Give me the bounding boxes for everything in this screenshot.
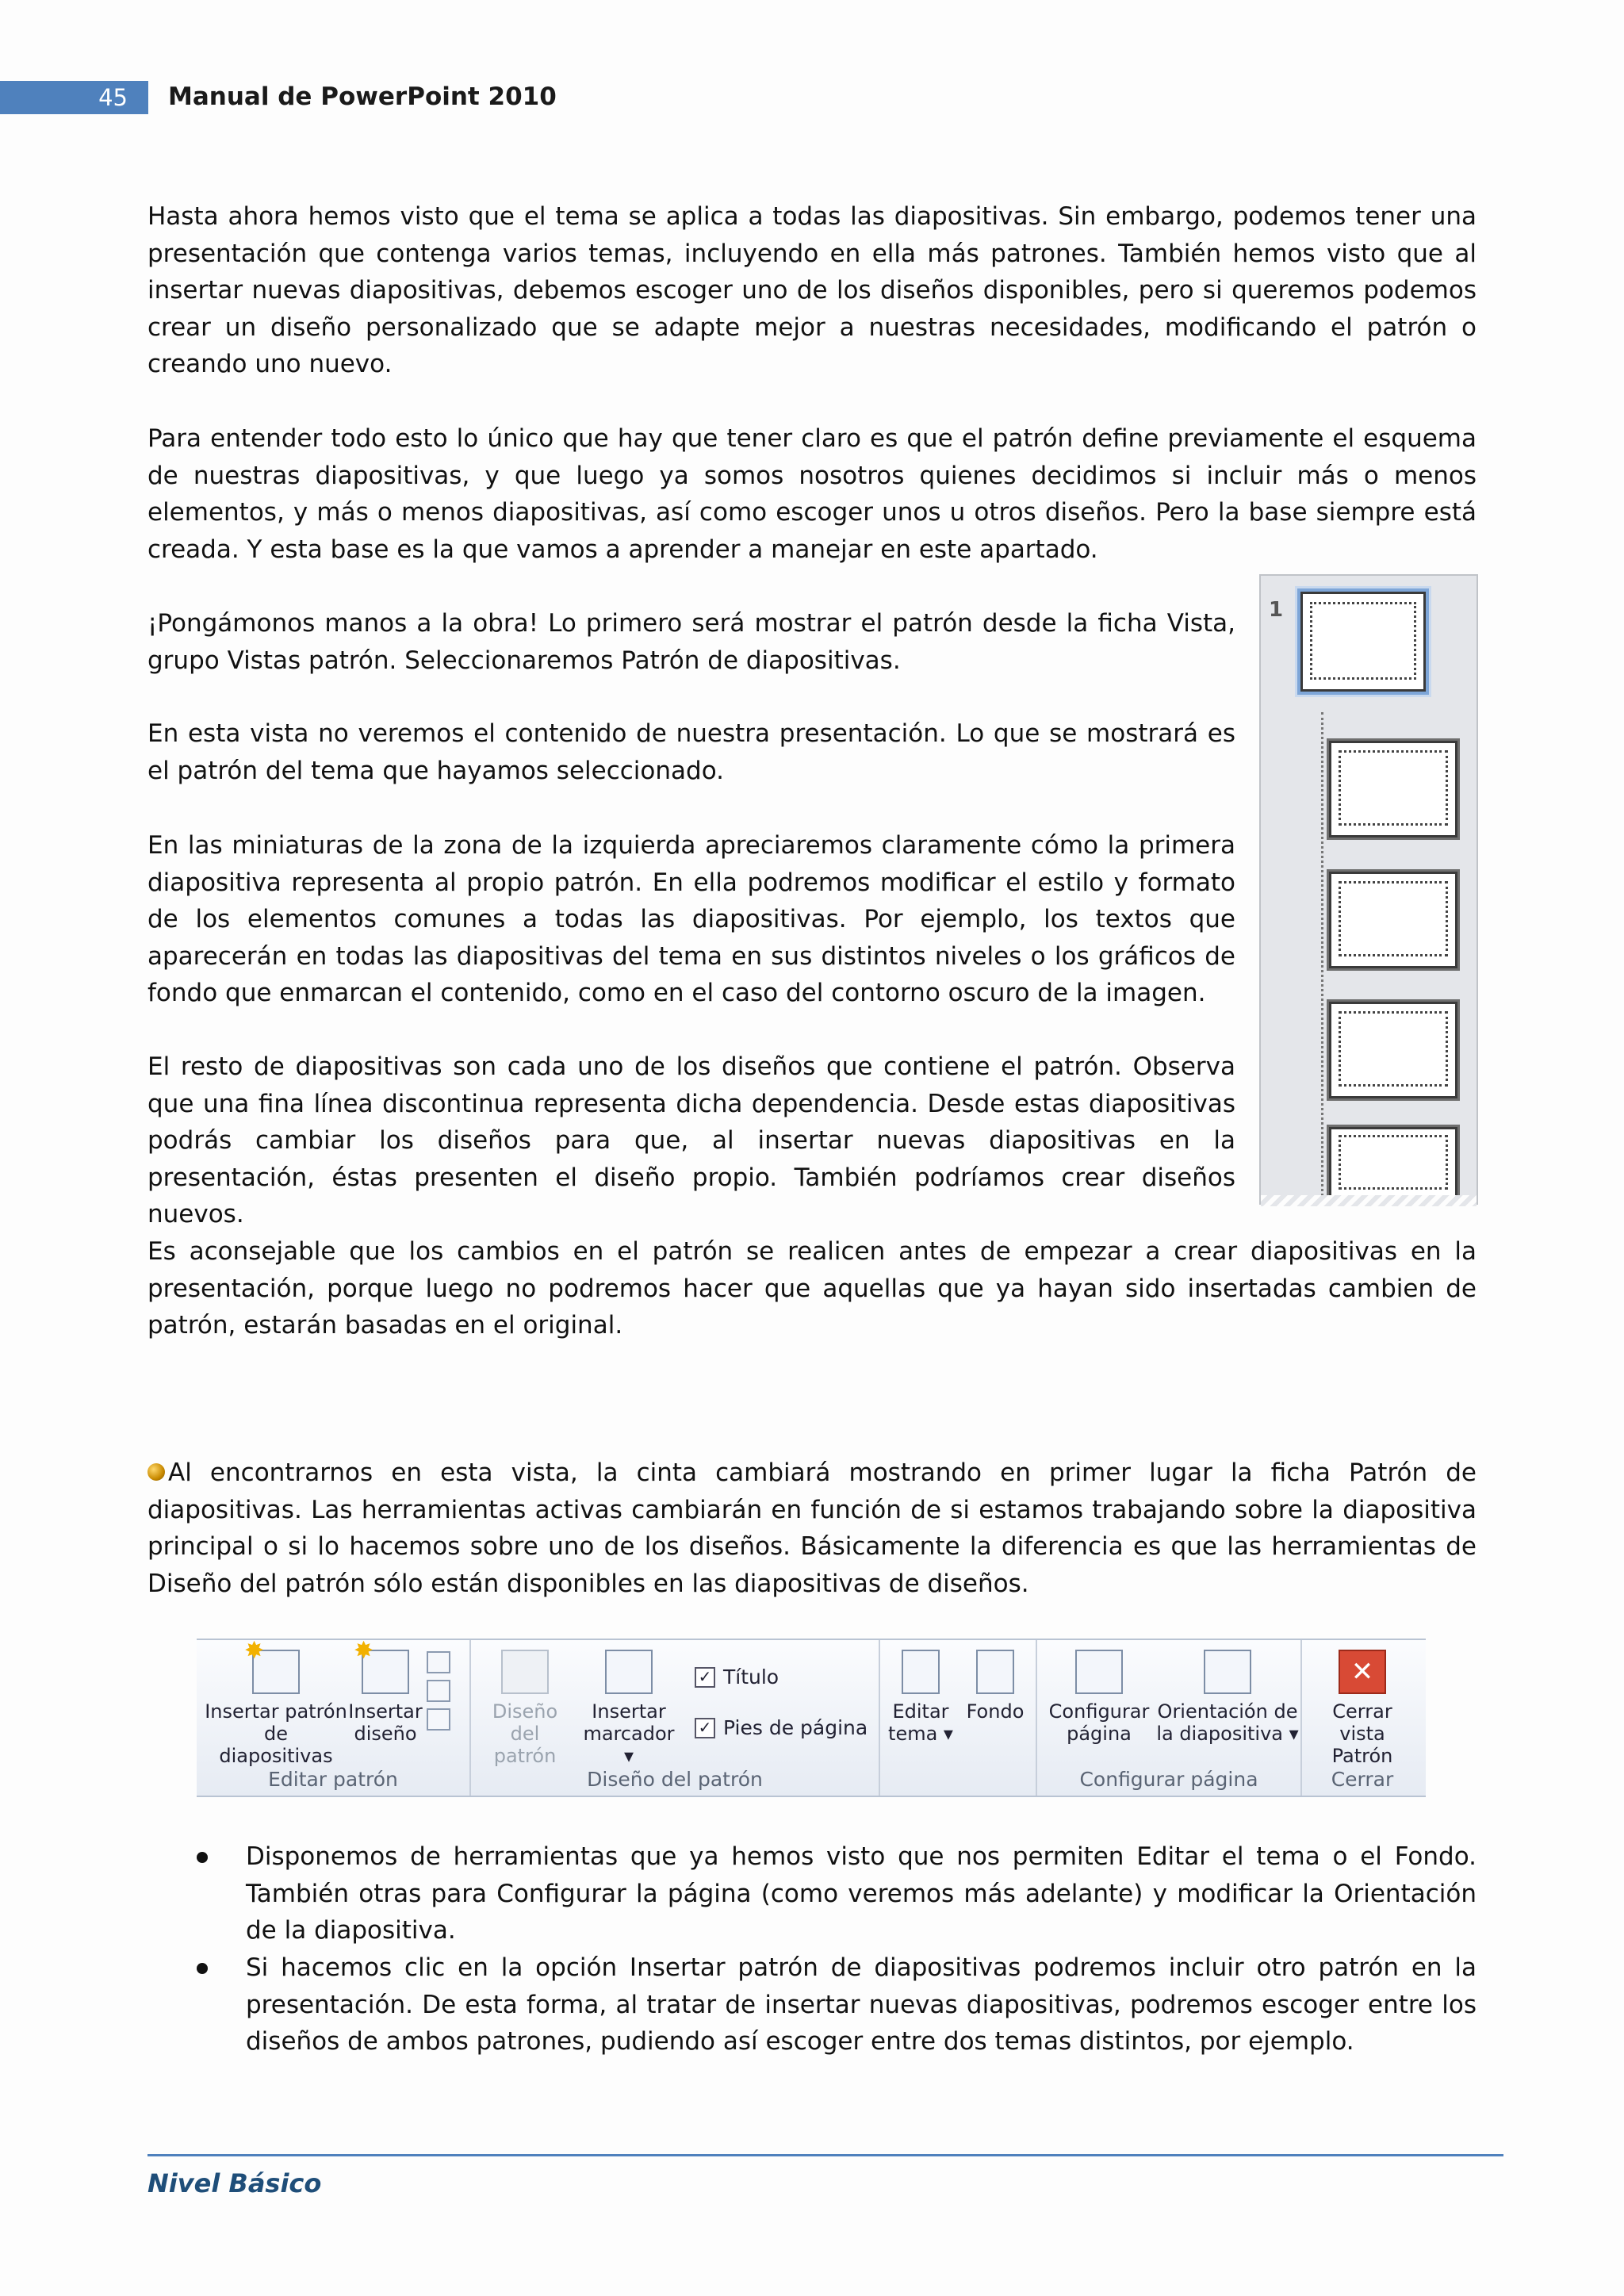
master-layout-button[interactable] — [481, 1650, 569, 1767]
title-checkbox[interactable] — [695, 1665, 779, 1688]
paragraph-pattern-definition: Para entender todo esto lo único que hay que tener claro es que el patrón define previamente el esquema de nuestras diapositivas, y que luego ya somos nosotros quienes decidimos si incluir más o menos elementos, y más o menos diapositivas, así como escoger unos u otros diseños. Pero la base siempre está creada. Y esta base es la que vamos a aprender a manejar en este apartado. — [147, 424, 1477, 564]
close-master-view-label: Cerrar vista Patrón — [1331, 1700, 1393, 1767]
background-label: Fondo — [966, 1700, 1025, 1723]
group-label-editar: Editar patrón — [268, 1768, 398, 1791]
layout-thumbnail[interactable] — [1329, 741, 1457, 838]
group-tema — [880, 1640, 1037, 1796]
preserve-icon[interactable] — [427, 1708, 450, 1731]
page-setup-label: Configurar página — [1048, 1700, 1150, 1745]
thumbnail-number: 1 — [1269, 598, 1284, 622]
list-bullet-icon — [197, 1963, 208, 1974]
paragraph-ribbon-text: Al encontrarnos en esta vista, la cinta cambiará mostrando en primer lugar la ficha Patrón de diapositivas. Las herramientas activas cambiarán en función de si estamos trabajando sobre la diapositiva principal o si lo hacemos sobre uno de los diseños. Básicamente la diferencia es que las herramientas de Diseño del patrón sólo están disponibles en las diapositivas de diseños. — [147, 1458, 1477, 1598]
paragraph-thumbnails: En las miniaturas de la zona de la izquierda apreciaremos claramente cómo la primera diapositiva representa al propio patrón. En ella podremos modificar el estilo y formato de los elementos comunes a todas las diapositivas. Por ejemplo, los textos que aparecerán en todas las diapositivas del tema en sus distintos niveles o los gráficos de fondo que enmarcan el contenido, como en el caso del contorno oscuro de la imagen. — [147, 831, 1235, 1007]
footer-divider — [147, 2154, 1503, 2156]
page-setup-button[interactable] — [1044, 1650, 1155, 1745]
group-editar-patron — [197, 1637, 471, 1796]
insert-slide-master-label: Insertar patrón de diapositivas — [205, 1700, 347, 1767]
checkbox-checked-icon: ✓ — [695, 1718, 715, 1738]
document-title: Manual de PowerPoint 2010 — [168, 82, 557, 111]
edit-theme-button[interactable] — [885, 1650, 956, 1745]
master-layout-icon — [501, 1650, 549, 1694]
paragraph-show-pattern: ¡Pongámonos manos a la obra! Lo primero será mostrar el patrón desde la ficha Vista, grupo Vistas patrón. Seleccionaremos Patrón de diapositivas. — [147, 609, 1235, 675]
slide-orientation-button[interactable] — [1156, 1650, 1299, 1745]
placeholder-icon — [605, 1650, 653, 1694]
edit-theme-label: Editar tema ▾ — [888, 1700, 953, 1745]
group-label-cerrar: Cerrar — [1331, 1768, 1394, 1791]
list-bullet-icon — [197, 1852, 208, 1863]
layout-thumbnail[interactable] — [1329, 1002, 1457, 1098]
background-button[interactable] — [959, 1650, 1031, 1723]
close-icon: ✕ — [1339, 1650, 1386, 1694]
paragraph-intro: Hasta ahora hemos visto que el tema se aplica a todas las diapositivas. Sin embargo, podemos tener una presentación que contenga varios temas, incluyendo en ella más patrones. También hemos visto que al insertar nuevas diapositivas, debemos escoger uno de los diseños disponibles, pero si queremos podemos crear un diseño personalizado que se adapte mejor a nuestras necesidades, modificando el patrón o creando uno nuevo. — [147, 202, 1477, 378]
mini-tools — [427, 1651, 450, 1737]
master-layout-label: Diseño del patrón — [492, 1700, 558, 1767]
paragraph-layouts: El resto de diapositivas son cada uno de los diseños que contiene el patrón. Observa que una fina línea discontinua representa dicha dependencia. Desde estas diapositivas podrás cambiar los diseños para que, al insertar nuevas diapositivas en la presentación, éstas presenten el diseño propio. También podríamos crear diseños nuevos. — [147, 1052, 1235, 1228]
orientation-icon — [1204, 1650, 1251, 1694]
group-cerrar — [1302, 1640, 1423, 1796]
slide-thumbnails-panel — [1259, 574, 1478, 1205]
insert-layout-label: Insertar diseño — [348, 1700, 423, 1745]
background-icon — [976, 1650, 1014, 1694]
insert-layout-icon: ✸ — [362, 1650, 409, 1694]
slide-orientation-label: Orientación de la diapositiva ▾ — [1156, 1700, 1299, 1745]
group-label-diseno: Diseño del patrón — [587, 1768, 763, 1791]
insert-placeholder-button[interactable] — [577, 1650, 680, 1767]
master-slide-thumbnail[interactable] — [1300, 592, 1426, 692]
layout-thumbnail[interactable] — [1329, 1127, 1457, 1198]
insert-master-icon: ✸ — [252, 1650, 300, 1694]
footer-level: Nivel Básico — [147, 2168, 322, 2198]
checkbox-checked-icon: ✓ — [695, 1667, 715, 1688]
list-item: Si hacemos clic en la opción Insertar patrón de diapositivas podremos incluir otro patrón en la presentación. De esta forma, al tratar de insertar nuevas diapositivas, podremos escoger entre los diseños de ambos patrones, pudiendo así escoger entre dos temas distintos, por ejemplo. — [246, 1953, 1477, 2056]
list-item: Disponemos de herramientas que ya hemos visto que nos permiten Editar el tema o el Fondo. También otras para Configurar la página (como veremos más adelante) y modificar la Orientación de la diapositiva. — [246, 1842, 1477, 1945]
rename-icon[interactable] — [427, 1680, 450, 1702]
paragraph-advice: Es aconsejable que los cambios en el patrón se realicen antes de empezar a crear diapositivas en la presentación, porque luego no podremos hacer que aquellas que ya hayan sido insertadas cambien de patrón, estarán basadas en el original. — [147, 1237, 1477, 1340]
page-number-badge — [0, 81, 148, 114]
layout-thumbnail[interactable] — [1329, 872, 1457, 968]
close-master-view-button[interactable] — [1307, 1650, 1418, 1767]
torn-edge — [1261, 1195, 1477, 1206]
orange-bullet-icon — [147, 1463, 165, 1481]
page-number: 45 — [98, 84, 128, 111]
group-configurar — [1037, 1640, 1302, 1796]
paragraph-view-content: En esta vista no veremos el contenido de nuestra presentación. Lo que se mostrará es el patrón del tema que hayamos seleccionado. — [147, 719, 1235, 785]
page-setup-icon — [1075, 1650, 1123, 1694]
theme-icon — [902, 1650, 940, 1694]
footer-checkbox-label: Pies de página — [723, 1716, 868, 1739]
footer-checkbox[interactable] — [695, 1716, 868, 1739]
group-diseno-patron — [471, 1640, 880, 1796]
title-checkbox-label: Título — [723, 1665, 779, 1688]
insert-layout-button[interactable] — [346, 1637, 425, 1745]
slide-master-ribbon — [197, 1639, 1426, 1797]
insert-placeholder-label: Insertar marcador ▾ — [583, 1700, 675, 1767]
group-label-configurar: Configurar página — [1079, 1768, 1258, 1791]
dependency-dashed-line — [1321, 712, 1323, 1196]
insert-slide-master-button[interactable] — [205, 1637, 347, 1767]
delete-icon[interactable] — [427, 1651, 450, 1673]
paragraph-ribbon — [147, 1455, 1477, 1602]
